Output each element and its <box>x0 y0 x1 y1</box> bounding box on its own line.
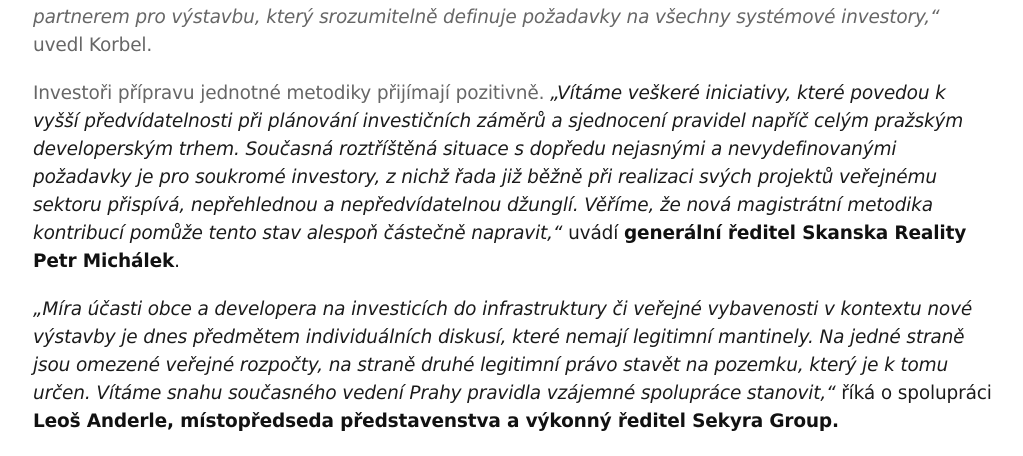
attribution-korbel: uvedl Korbel. <box>33 35 153 56</box>
paragraph-michalek-quote <box>33 80 993 276</box>
speaker-michalek: generální ředitel Skanska Reality Petr Michálek <box>33 223 967 272</box>
speaker-anderle: Leoš Anderle, místopředseda představenstva a výkonný ředitel Sekyra Group. <box>33 411 839 432</box>
paragraph-anderle-quote <box>33 296 993 436</box>
article-body <box>33 4 993 456</box>
attribution-verb: uvádí <box>562 223 624 244</box>
paragraph-intro: Investoři přípravu jednotné metodiky přijímají pozitivně. <box>33 83 551 104</box>
quote-korbel: partnerem pro výstavbu, který srozumitelně definuje požadavky na všechny systémové investory,“ <box>33 7 940 28</box>
paragraph-korbel-quote <box>33 4 993 60</box>
sentence-end: . <box>174 251 180 272</box>
quote-michalek: „Vítáme veškeré iniciativy, které povedou k vyšší předvídatelnosti při plánování investičních záměrů a sjednocení pravidel napříč celým pražským developerským trhem. Současná roztříštěná situace s dopředu nejasnými a nevydefinovanými požadavky je pro soukromé investory, z nichž řada již běžně při realizaci svých projektů veřejnému sektoru přispívá, nepřehlednou a nepředvídatelnou džunglí. Věříme, že nová magistrátní metodika kontribucí pomůže tento stav alespoň částečně napravit,“ <box>33 83 964 244</box>
quote-anderle: „Míra účasti obce a developera na investicích do infrastruktury či veřejné vybavenosti v kontextu nové výstavby je dnes předmětem individuálních diskusí, které nemají legitimní mantinely. Na jedné straně jsou omezené veřejné rozpočty, na straně druhé legitimní právo stavět na pozemku, který je k tomu určen. Vítáme snahu současného vedení Prahy pravidla vzájemné spolupráce stanovit,“ <box>33 299 973 404</box>
attribution-verb: říká o spolupráci <box>835 383 992 404</box>
